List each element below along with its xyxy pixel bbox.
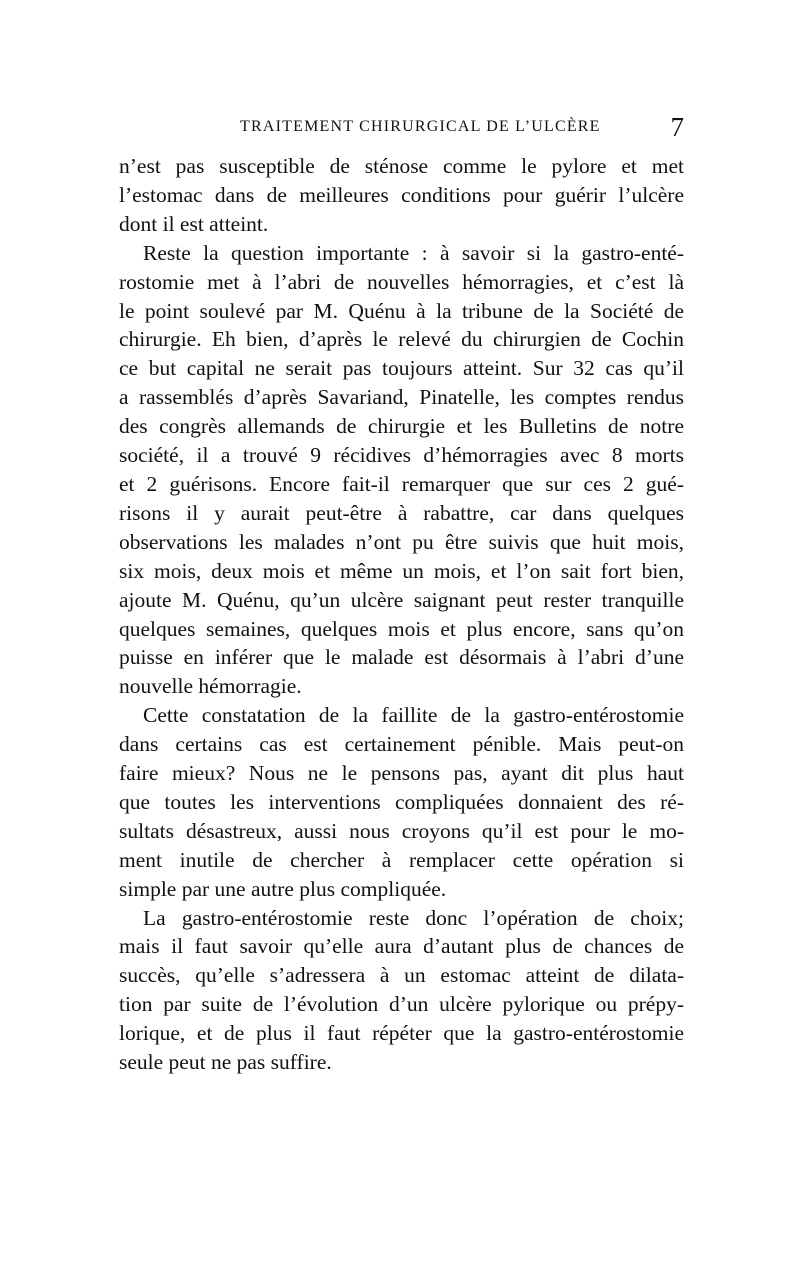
text-line: rostomie met à l’abri de nouvelles hémorragies, et c’est là — [119, 269, 684, 294]
text-line: seule peut ne pas suffire. — [119, 1050, 332, 1075]
text-line: observations les malades n’ont pu être suivis que huit mois, — [119, 529, 684, 554]
text-line: a rassemblés d’après Savariand, Pinatelle, les comptes rendus — [119, 385, 684, 410]
text-line: risons il y aurait peut-être à rabattre, car dans quelques — [119, 500, 684, 525]
text-line: six mois, deux mois et même un mois, et l’on sait fort bien, — [119, 558, 684, 583]
paragraph-3 — [119, 701, 684, 903]
text-line: dans certains cas est certainement pénible. Mais peut-on — [119, 732, 684, 757]
text-line: simple par une autre plus compliquée. — [119, 876, 447, 901]
text-line: que toutes les interventions compliquées donnaient des ré- — [119, 789, 684, 814]
text-line: et 2 guérisons. Encore fait-il remarquer que sur ces 2 gué- — [119, 471, 684, 496]
text-line: des congrès allemands de chirurgie et les Bulletins de notre — [119, 414, 684, 439]
text-line: ment inutile de chercher à remplacer cette opération si — [119, 847, 684, 872]
text-line: succès, qu’elle s’adressera à un estomac atteint de dilata- — [119, 963, 684, 988]
text-line: tion par suite de l’évolution d’un ulcère pylorique ou prépy- — [119, 992, 684, 1017]
text-line: puisse en inférer que le malade est désormais à l’abri d’une — [119, 645, 684, 670]
text-line: le point soulevé par M. Quénu à la tribune de la Société de — [119, 298, 684, 323]
body-text — [119, 152, 684, 1077]
paragraph-1 — [119, 152, 684, 239]
text-line: mais il faut savoir qu’elle aura d’autant plus de chances de — [119, 934, 684, 959]
running-title: TRAITEMENT CHIRURGICAL DE L’ULCÈRE — [240, 118, 601, 135]
text-line: lorique, et de plus il faut répéter que la gastro-entérostomie — [119, 1021, 684, 1046]
text-line: La gastro-entérostomie reste donc l’opération de choix; — [143, 905, 684, 930]
paragraph-4 — [119, 904, 684, 1077]
paragraph-2 — [119, 239, 684, 702]
page-number: 7 — [670, 112, 684, 142]
text-line: ajoute M. Quénu, qu’un ulcère saignant peut rester tranquille — [119, 587, 684, 612]
text-line: Reste la question importante : à savoir si la gastro-enté- — [143, 240, 684, 265]
text-line: société, il a trouvé 9 récidives d’hémorragies avec 8 morts — [119, 443, 684, 468]
text-line: n’est pas susceptible de sténose comme le pylore et met — [119, 154, 684, 178]
text-line: sultats désastreux, aussi nous croyons qu’il est pour le mo- — [119, 818, 684, 843]
running-head — [118, 112, 686, 146]
text-line: faire mieux? Nous ne le pensons pas, ayant dit plus haut — [119, 761, 684, 786]
text-line: Cette constatation de la faillite de la gastro-entérostomie — [143, 703, 684, 728]
text-line: l’estomac dans de meilleures conditions pour guérir l’ulcère — [119, 182, 684, 207]
text-line: quelques semaines, quelques mois et plus encore, sans qu’on — [119, 616, 684, 641]
text-line: ce but capital ne serait pas toujours atteint. Sur 32 cas qu’il — [119, 356, 684, 381]
text-line: dont il est atteint. — [119, 211, 269, 236]
text-line: chirurgie. Eh bien, d’après le relevé du chirurgien de Cochin — [119, 327, 684, 352]
text-line: nouvelle hémorragie. — [119, 674, 302, 699]
